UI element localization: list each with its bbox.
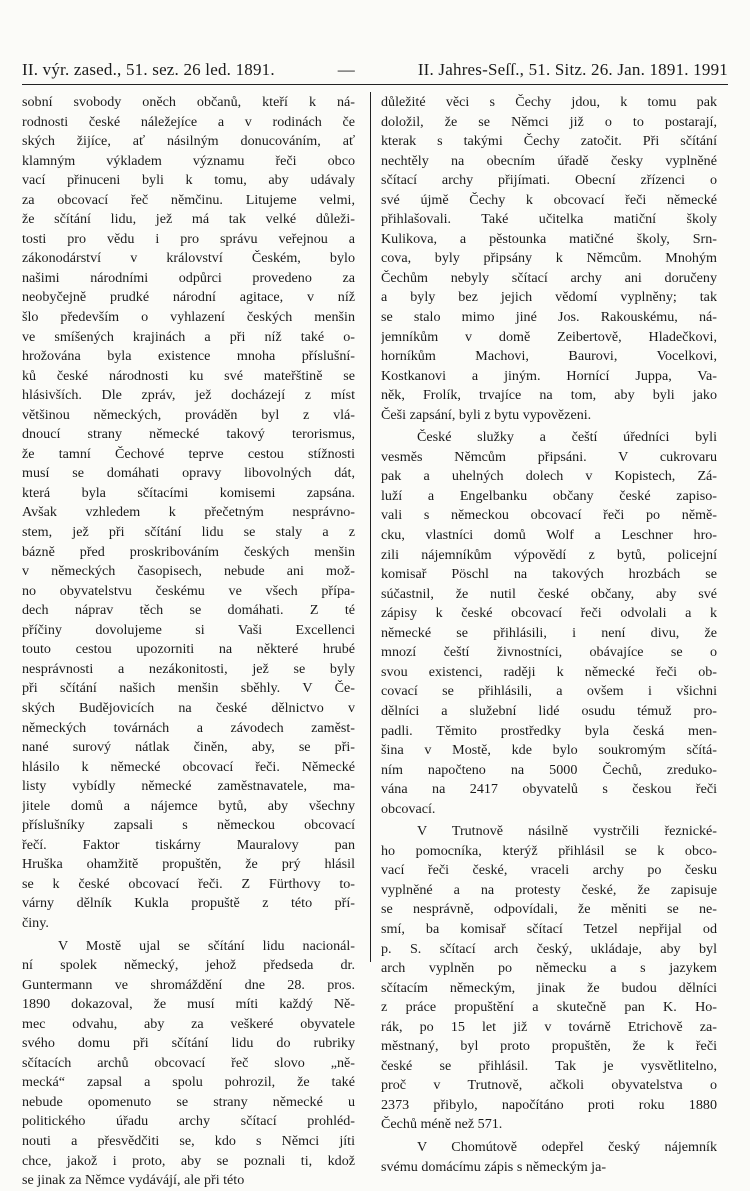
right-column-line: p. S. sčítací arch český, ukládaje, aby byl — [381, 940, 717, 957]
left-column-line: várny dělník Kukla propuště z této pří- — [22, 895, 355, 912]
left-column-line: příčiny dovolujeme si Vaši Excellenci — [22, 621, 355, 638]
right-column-line: luží a Engelbanku občany české zapiso- — [381, 487, 717, 504]
right-column-line: obcovací. — [381, 800, 436, 817]
header-dash: — — [337, 60, 355, 79]
left-column-line: Avšak vzhledem k přečetným nesprávno- — [22, 504, 355, 521]
left-column-line: Hruška ohamžitě propuštěn, že prý hlásil — [22, 856, 355, 873]
left-column — [22, 93, 355, 1191]
right-column-line: německé se přihlásili, i není divu, že — [381, 624, 717, 641]
right-column-line: zili nájemníkům výpovědí z bytů, policejní — [381, 546, 717, 563]
left-column-line: činy. — [22, 914, 49, 931]
right-column-line: kterak s takými Čechy zatočit. Při sčítání — [381, 133, 717, 150]
left-column-line: většinou německých, prováděn byl z vlá- — [22, 406, 355, 423]
header-rule — [22, 84, 728, 85]
left-column-line: šlo především o vyhlazení českých menšin — [22, 309, 355, 326]
left-column-line: klamným výkladem významu řeči obco — [22, 152, 355, 169]
right-column-line: covací se přihlásili, a ovšem i všichni — [381, 683, 717, 700]
right-column-line: súčastnil, že nutil české občany, aby své — [381, 585, 717, 602]
left-column-line: našimi národními odpůrci provedeno za — [22, 269, 355, 286]
right-column-line: V Chomútově odepřel český nájemník — [417, 1138, 717, 1155]
right-column-line: svou existenci, raději k německé řeči ob- — [381, 663, 717, 680]
left-column-line: chce, jakož i proto, aby se poznali ti, kdož — [22, 1152, 355, 1169]
left-column-line: stem, jež při sčítání lidu se staly a z — [22, 524, 355, 541]
left-column-line: hrožována byla existence mnoha příslušní- — [22, 348, 355, 365]
left-column-line: mecká“ zapsal a spolu pohrozil, že také — [22, 1074, 355, 1091]
left-column-line: hlásivších. Dle zpráv, jež docházejí z míst — [22, 387, 355, 404]
left-column-line: ských žijíce, ať násilným donucováním, ať — [22, 133, 355, 150]
right-column-line: zápisy k české obcovací řeči odvolali a k — [381, 605, 717, 622]
left-column-line: která byla sčítacími komisemi zapsána. — [22, 484, 355, 501]
left-column-line: že sčítání lidu, jež má tak velké důleži- — [22, 211, 355, 228]
left-column-line: nané surový nátlak činěn, aby, se při- — [22, 739, 355, 756]
right-column-line: ním napočteno na 5000 Čechů, zreduko- — [381, 761, 717, 778]
left-column-line: nesprávnosti a nezákonitosti, jež se byly — [22, 660, 355, 677]
right-column-line: přihlašovali. Také učitelka matiční školy — [381, 211, 717, 228]
left-column-line: neobyčejně prudké národní agitace, v níž — [22, 289, 355, 306]
right-column-line: V Trutnově násilně vystrčili řeznické- — [417, 823, 717, 840]
right-column-line: své újmě Čechy k obcovací řeči německé — [381, 191, 717, 208]
left-column-line: nouti a přesvědčiti se, kdo s Němci jíti — [22, 1132, 355, 1149]
header-czech: II. výr. zased., 51. sez. 26 led. 1891. — [22, 60, 275, 79]
left-column-line: V Mostě ujal se sčítání lidu nacionál- — [58, 937, 355, 954]
left-column-line: ve smíšených krajinách a při níž také o- — [22, 328, 355, 345]
right-column-line: jemníkům v domě Zeibertově, Hladečkovi, — [381, 328, 717, 345]
left-column-line: příslušníky zapsali s německou obcovací — [22, 817, 355, 834]
left-column-line: listy vybídly německé zaměstnavatele, ma- — [22, 778, 355, 795]
left-column-line: Guntermann ve shromáždění dne 28. pros. — [22, 976, 355, 993]
right-column-line: České služky a čeští úředníci byli — [417, 429, 717, 446]
right-column-line: městnaný, byl proto propuštěn, že k řeči — [381, 1038, 717, 1055]
right-column-line: dělníci a služební lidé osudu témuž pro- — [381, 702, 717, 719]
left-column-line: ní spolek německý, jehož předseda dr. — [22, 957, 355, 974]
right-column-line: se stalo mimo jiné Jos. Rakouskému, ná- — [381, 309, 717, 326]
right-column — [381, 93, 717, 1177]
left-column-line: bázně před proskribováním českých menšin — [22, 543, 355, 560]
right-column-line: z práce propuštění a skutečně pan K. Ho- — [381, 999, 717, 1016]
header-german: II. Jahres-Seſſ., 51. Sitz. 26. Jan. 1891. 1991 — [417, 60, 728, 79]
left-column-line: touto cestou upozorniti na některé hrubé — [22, 641, 355, 658]
right-column-line: Kostkanovi a jiným. Hornící Juppa, Va- — [381, 367, 717, 384]
left-column-line: v německých časopisech, nebude ani mož- — [22, 563, 355, 580]
left-column-line: ských Budějovicích na české dělnictvo v — [22, 699, 355, 716]
right-column-line: a byly bez jejich vědomí vyplněny; tak — [381, 289, 717, 306]
left-column-line: že tamní Čechové teprve cestou stížnosti — [22, 445, 355, 462]
right-column-line: důležité věci s Čechy jdou, k tomu pak — [381, 94, 717, 110]
right-column-line: arch vyplněn po německu a s jazykem — [381, 960, 717, 977]
right-column-line: padli. Těmito prostředky byla česká men- — [381, 722, 717, 739]
left-column-line: vací přinuceni byli k tomu, aby udávaly — [22, 172, 355, 189]
left-column-line: se k české obcovací řeči. Z Fürthovy to- — [22, 875, 355, 892]
left-column-line: řečí. Faktor tiskárny Mauralovy pan — [22, 836, 355, 853]
column-divider — [370, 92, 371, 962]
right-column-line: pak a uhelných dolech v Kopistech, Zá- — [381, 468, 717, 485]
right-column-line: smí, ba komisař sčítací Tetzel nepřijal od — [381, 920, 717, 937]
right-column-line: vací řeči české, vraceli archy po česku — [381, 862, 717, 879]
left-column-line: hlásilo k německé obcovací řeči. Německé — [22, 758, 355, 775]
right-column-line: sčítacím německým, jinak že budou dělníci — [381, 979, 717, 996]
right-column-line: cku, vlastníci domů Wolf a Leschner hro- — [381, 527, 717, 544]
right-column-line: mnozí čeští živnostníci, obávajíce se o — [381, 644, 717, 661]
left-column-line: nebude opomenuto se strany německé u — [22, 1093, 355, 1110]
right-column-line: doložil, že se Němci již o to postarají, — [381, 113, 717, 130]
left-column-line: sobní svobody oněch občanů, kteří k ná- — [22, 94, 355, 110]
left-column-line: svého domu při sčítání lidu do rubriky — [22, 1035, 355, 1052]
left-column-line: ků české národnosti ku své mateřštině se — [22, 367, 355, 384]
right-column-line: svému domácímu zápis s německým ja- — [381, 1158, 607, 1175]
right-column-line: komisař Pöschl na takových hrozbách se — [381, 566, 717, 583]
left-column-line: musí se domáhati opravy libovolných dát, — [22, 465, 355, 482]
left-column-line: dech náprav těch se domáhati. Z té — [22, 602, 355, 619]
running-header — [22, 46, 728, 80]
left-column-line: se jinak za Němce vydávájí, ale při této — [22, 1172, 245, 1189]
left-column-line: rodnosti české náležejíce a v rodinách če — [22, 113, 355, 130]
left-column-line: při sčítání našich menšin sběhly. V Če- — [22, 680, 355, 697]
left-column-line: jitele domů a nájemce bytů, aby všechny — [22, 797, 355, 814]
right-column-line: Češi zapsání, byli z bytu vypovězeni. — [381, 406, 592, 423]
left-column-line: dnoucí strany německé takový terorismus, — [22, 426, 355, 443]
left-column-line: tosti pro vědu i pro správu veřejnou a — [22, 230, 355, 247]
right-column-line: vali s německou obcovací řeči po němě- — [381, 507, 717, 524]
left-column-line: mec odvahu, aby za veškeré obyvatele — [22, 1015, 355, 1032]
left-column-line: německých továrnách a závodech zaměst- — [22, 719, 355, 736]
right-column-line: vána na 2417 obyvatelů s českou řeči — [381, 781, 717, 798]
right-column-line: české se přihlásil. Tak je vysvětlitelno, — [381, 1057, 717, 1074]
right-column-line: se nesprávně, odpovídali, že měniti se ne- — [381, 901, 717, 918]
left-column-line: no obyvatelstvu českému ve všech přípa- — [22, 582, 355, 599]
right-column-line: rák, po 15 let již v továrně Etrichově za- — [381, 1018, 717, 1035]
right-column-line: Čechů méně než 571. — [381, 1116, 503, 1133]
right-column-line: šina v Mostě, kde bylo soukromým sčítá- — [381, 742, 717, 759]
right-column-line: horníkům Machovi, Baurovi, Vocelkovi, — [381, 348, 717, 365]
left-column-line: sčítacích archů obcovací řeč slovo „ně- — [22, 1054, 355, 1071]
right-column-line: cova, byly připsány k Němcům. Mnohým — [381, 250, 717, 267]
left-column-line: zákonodárství v království Českém, bylo — [22, 250, 355, 267]
right-column-line: Čechům nebyly sčítací archy ani doručeny — [381, 269, 717, 286]
right-column-line: vesměs Němcům připsáni. V cukrovaru — [381, 448, 717, 465]
left-column-line: 1890 dokazoval, že musí míti každý Ně- — [22, 996, 355, 1013]
left-column-line: za obcovací řeč němčinu. Litujeme velmi, — [22, 191, 355, 208]
right-column-line: 2373 přibylo, napočítáno proti roku 1880 — [381, 1096, 717, 1113]
right-column-line: proč v Trutnově, ačkoli obyvatelstva o — [381, 1077, 717, 1094]
right-column-line: Kulikova, a pěstounka matičné školy, Srn- — [381, 230, 717, 247]
right-column-line: sčítací archy přijímati. Obecní zřízenci o — [381, 172, 717, 189]
right-column-line: nechtěly na obecním úřadě česky vyplněné — [381, 152, 717, 169]
left-column-line: politického úřadu archy sčítací prohléd- — [22, 1113, 355, 1130]
right-column-line: něk, Frolík, trvajíce na tom, aby byli jako — [381, 387, 717, 404]
right-column-line: vyplněné a na protesty české, že zapisuje — [381, 881, 717, 898]
right-column-line: ho pomocníka, kterýž přihlásil se k obco- — [381, 842, 717, 859]
